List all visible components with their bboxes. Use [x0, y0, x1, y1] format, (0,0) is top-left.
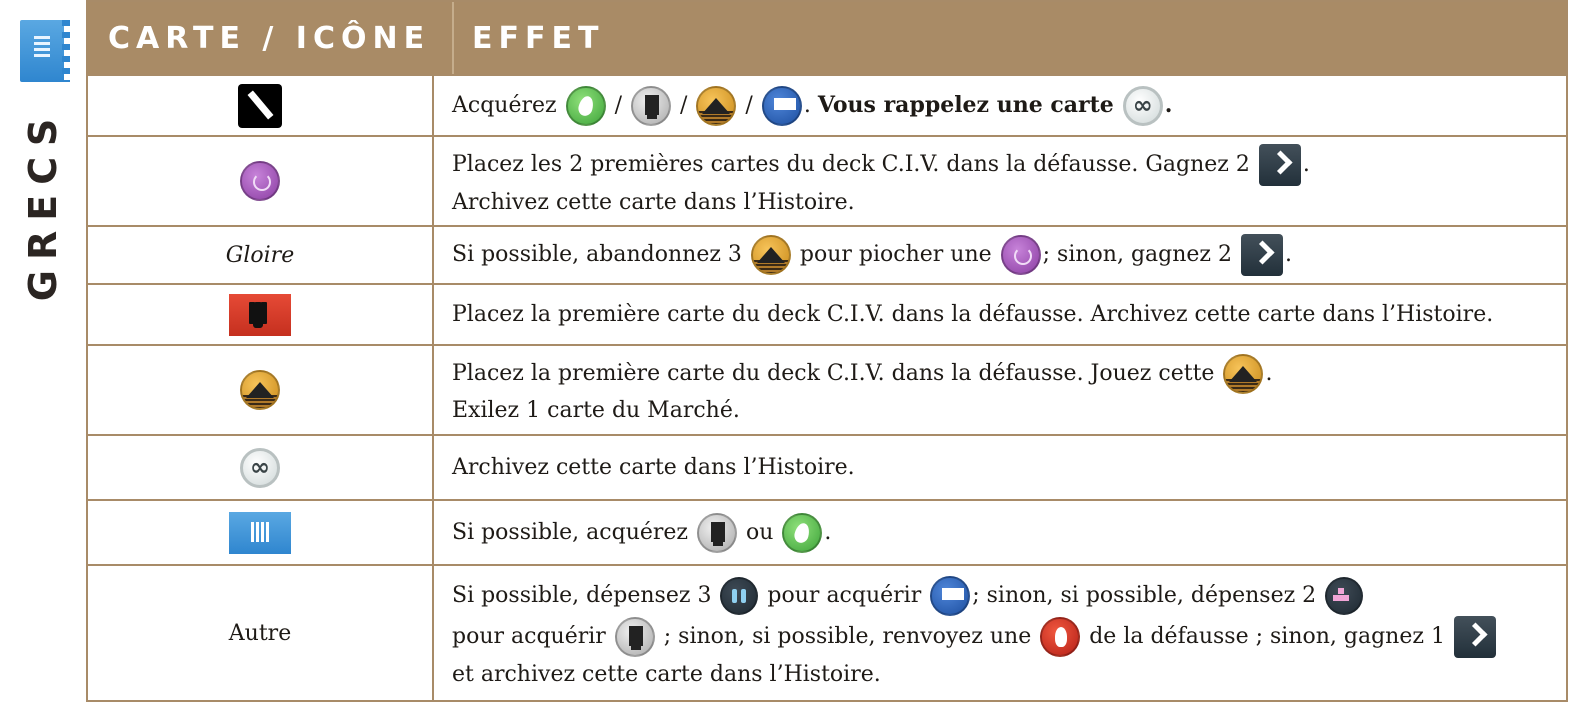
- bricks-icon: [1325, 577, 1363, 615]
- infinity-icon: [240, 448, 280, 488]
- blue-banner-icon: [229, 512, 291, 554]
- effect-text: Placez la première carte du deck C.I.V. dans la défausse. Archivez cette carte dans l’Histoire.: [452, 302, 1494, 327]
- effect-bold-text: Vous rappelez une carte: [817, 91, 1114, 118]
- effect-text: Exilez 1 carte du Marché.: [452, 397, 740, 423]
- column-icon: [697, 513, 737, 553]
- flag-icon: [930, 576, 970, 616]
- row-icon-cell: [88, 346, 432, 434]
- table-row: [88, 499, 1566, 564]
- effect-text: Si possible, acquérez: [452, 519, 695, 545]
- blue-banner-icon: [20, 20, 64, 82]
- effect-text: /: [738, 92, 760, 118]
- arrow-icon: [1241, 234, 1283, 276]
- effect-text: .: [1285, 242, 1293, 267]
- table-row: [88, 564, 1566, 700]
- effect-text: pour piocher une: [792, 242, 999, 267]
- mountain-icon: [751, 235, 791, 275]
- effect-text: ou: [739, 519, 781, 545]
- leaf-icon: [566, 86, 606, 126]
- effect-text: ; sinon, gagnez 2: [1042, 242, 1240, 267]
- row-effect-cell: [432, 137, 1566, 225]
- effect-text: .: [803, 92, 818, 118]
- column-icon: [631, 86, 671, 126]
- effects-table: [86, 0, 1568, 702]
- arrow-icon: [1454, 616, 1496, 658]
- laurel-icon: [240, 161, 280, 201]
- table-row: [88, 74, 1566, 135]
- sword-icon: [238, 84, 282, 128]
- effect-text: /: [673, 92, 695, 118]
- effect-text: ; sinon, si possible, dépensez 2: [972, 582, 1324, 608]
- column-icon: [615, 617, 655, 657]
- effect-text: /: [607, 92, 630, 118]
- table-row: [88, 135, 1566, 225]
- effect-text: .: [1164, 91, 1173, 118]
- effect-text: pour acquérir: [452, 623, 613, 649]
- flag-icon: [762, 86, 802, 126]
- effect-text: Archivez cette carte dans l’Histoire.: [452, 455, 855, 480]
- effect-text: ; sinon, si possible, renvoyez une: [656, 623, 1039, 649]
- row-label: Gloire: [225, 242, 295, 268]
- row-icon-cell: [88, 436, 432, 499]
- table-header: [88, 2, 1566, 74]
- row-effect-cell: [432, 501, 1566, 564]
- fire-icon: [1040, 617, 1080, 657]
- table-row: [88, 434, 1566, 499]
- arrow-icon: [1259, 144, 1301, 186]
- side-title: GRECS: [21, 108, 65, 302]
- effect-text: .: [1265, 360, 1273, 386]
- effect-text: Placez les 2 premières cartes du deck C.I.V. dans la défausse. Gagnez 2: [452, 151, 1257, 177]
- header-col2: EFFET: [452, 2, 1566, 74]
- row-effect-cell: [432, 285, 1566, 344]
- table-row: [88, 283, 1566, 344]
- row-effect-cell: [432, 436, 1566, 499]
- effect-text: de la défausse ; sinon, gagnez 1: [1082, 623, 1452, 649]
- row-effect-cell: [432, 346, 1566, 434]
- leaf-icon: [782, 513, 822, 553]
- effect-text: Archivez cette carte dans l’Histoire.: [452, 189, 855, 215]
- infinity-icon: [1123, 86, 1163, 126]
- effect-text: et archivez cette carte dans l’Histoire.: [452, 661, 881, 687]
- row-icon-cell: [88, 285, 432, 344]
- vessels-icon: [720, 577, 758, 615]
- laurel-icon: [1001, 235, 1041, 275]
- row-effect-cell: [432, 227, 1566, 283]
- header-col1: CARTE / ICÔNE: [108, 20, 431, 56]
- effect-text: pour acquérir: [760, 582, 929, 608]
- effect-text: .: [824, 519, 832, 545]
- effect-text: .: [1302, 151, 1310, 177]
- table-row: [88, 225, 1566, 283]
- row-label: Autre: [228, 620, 292, 646]
- side-section: [0, 0, 86, 714]
- axe-banner-icon: [229, 294, 291, 336]
- mountain-icon: [240, 370, 280, 410]
- table-row: [88, 344, 1566, 434]
- mountain-icon: [696, 86, 736, 126]
- row-effect-cell: [432, 566, 1566, 700]
- effect-text: Si possible, abandonnez 3: [452, 242, 749, 267]
- effect-text: Acquérez: [452, 92, 564, 118]
- row-icon-cell: [88, 137, 432, 225]
- effect-text: Placez la première carte du deck C.I.V. dans la défausse. Jouez cette: [452, 360, 1222, 386]
- effect-text: Si possible, dépensez 3: [452, 582, 719, 608]
- row-icon-cell: [88, 76, 432, 135]
- mountain-icon: [1223, 354, 1263, 394]
- row-icon-cell: [88, 501, 432, 564]
- row-effect-cell: [432, 76, 1566, 135]
